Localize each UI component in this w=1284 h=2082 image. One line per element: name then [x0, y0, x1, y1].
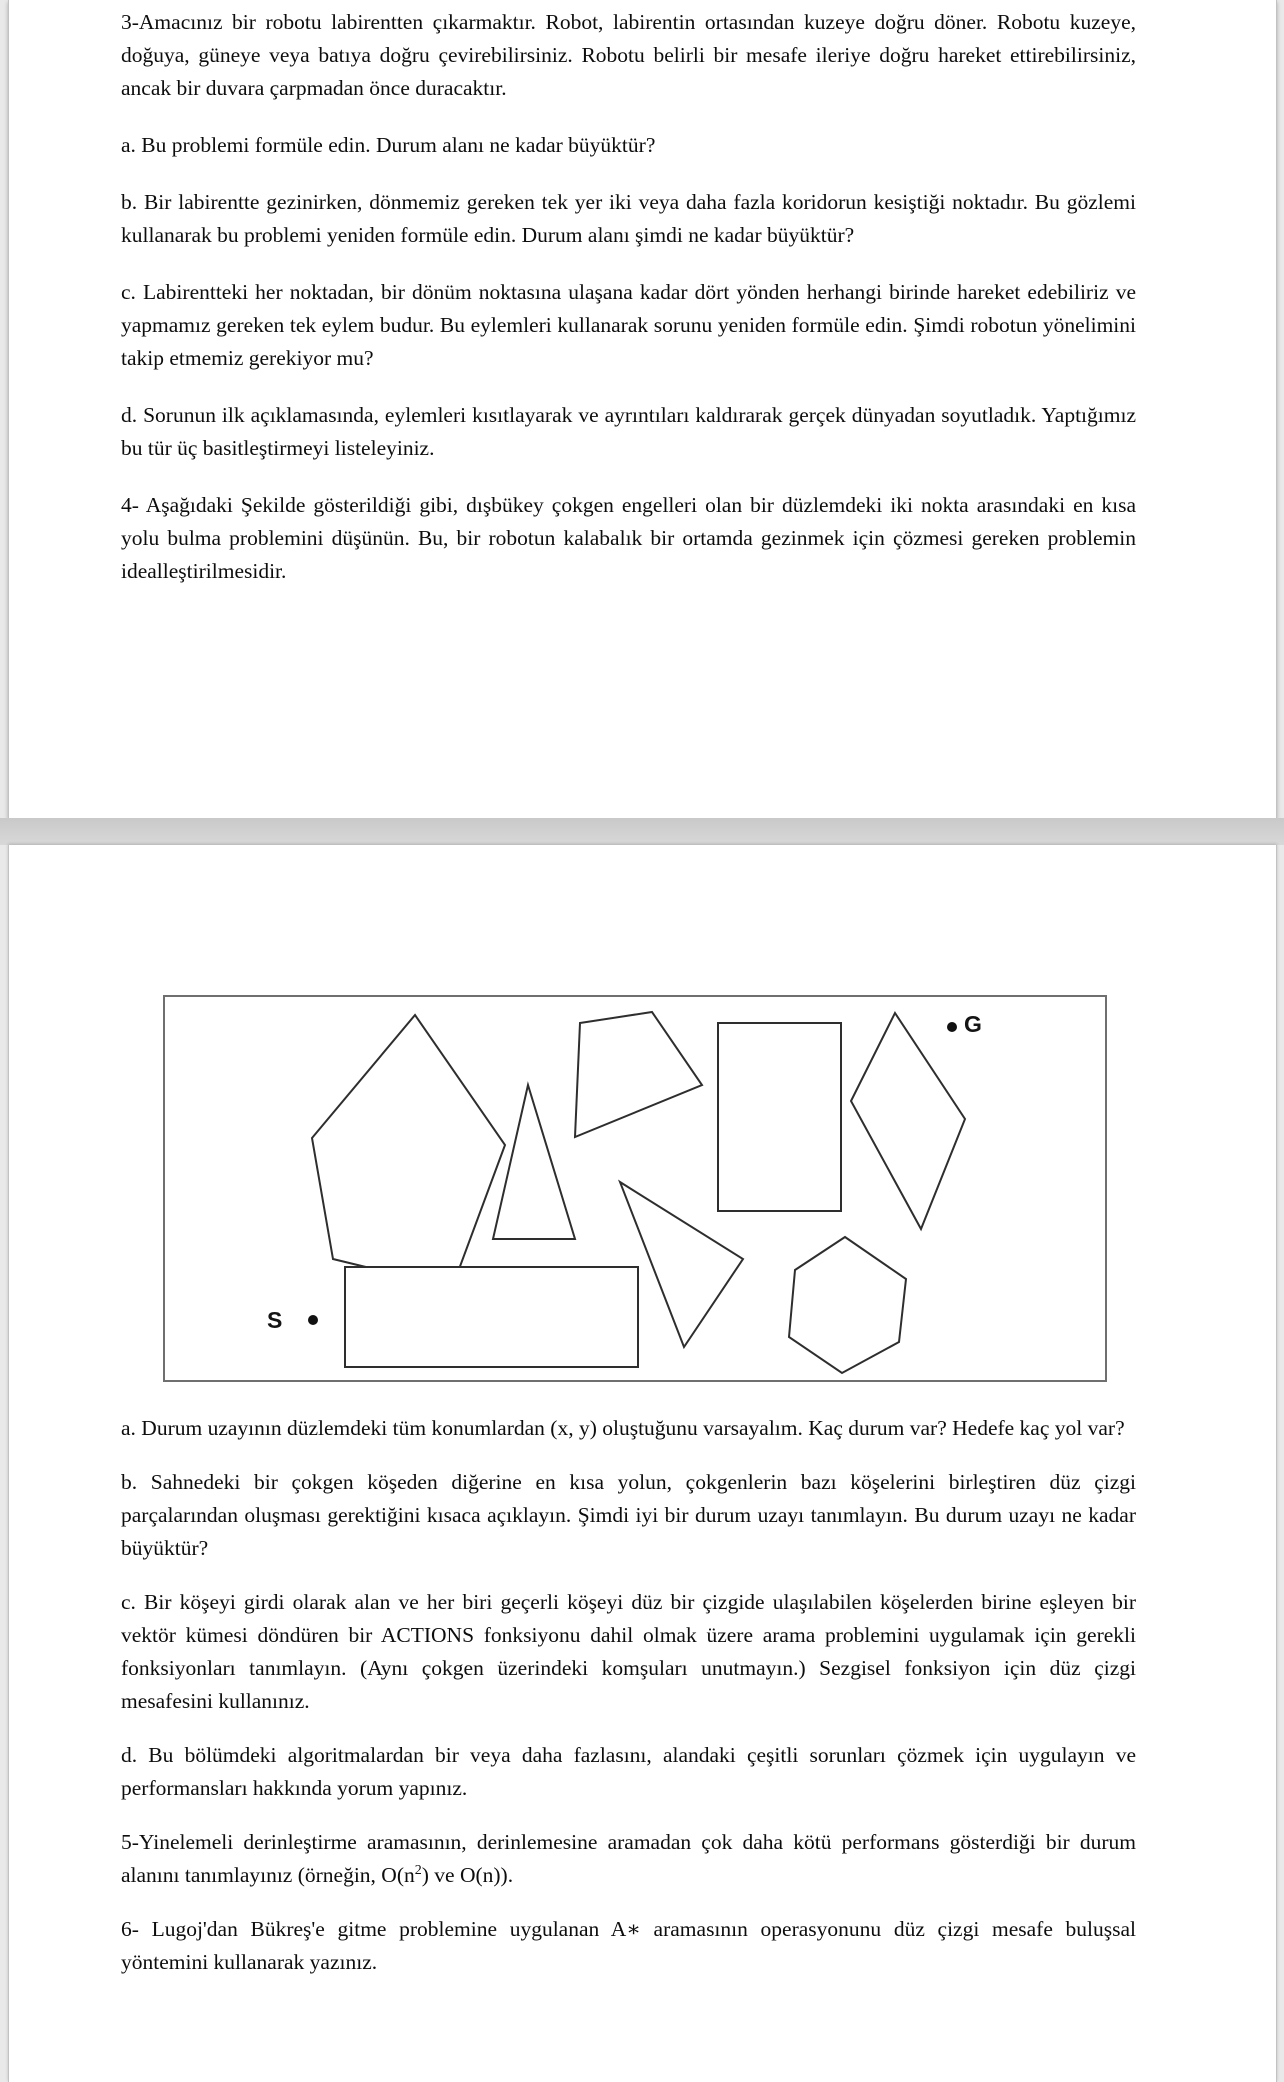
question-5-text: 5-Yinelemeli derinleştirme aramasının, derinlemesine aramadan çok daha kötü performans gösterdiği bir durum alanını tanımlayınız (örneğin, O(n: [121, 1830, 1136, 1887]
goal-dot: [947, 1022, 957, 1032]
start-marker: [267, 1309, 282, 1332]
page-separator: [0, 818, 1284, 845]
question-5-superscript: 2: [414, 1862, 422, 1878]
start-label: S: [267, 1307, 283, 1333]
question-3b: b. Bir labirentte gezinirken, dönmemiz gereken tek yer iki veya daha fazla koridorun kesiştiği noktadır. Bu gözlemi kullanarak bu problemi yeniden formüle edin. Durum alanı şimdi ne kadar büyüktür?: [121, 190, 1136, 247]
kite-obstacle: [851, 1013, 965, 1229]
question-4d: d. Bu bölümdeki algoritmalardan bir veya daha fazlasını, alandaki çeşitli sorunları çözmek için uygulayın ve performansları hakkında yorum yapınız.: [121, 1743, 1136, 1800]
question-4a: a. Durum uzayının düzlemdeki tüm konumlardan (x, y) oluştuğunu varsayalım. Kaç durum var? Hedefe kaç yol var?: [121, 1416, 1125, 1440]
quadrilateral-obstacle: [575, 1012, 702, 1137]
question-6: 6- Lugoj'dan Bükreş'e gitme problemine uygulanan A∗ aramasının operasyonunu düz çizgi mesafe buluşsal yöntemini kullanarak yazınız.: [121, 1917, 1136, 1974]
question-3a: a. Bu problemi formüle edin. Durum alanı ne kadar büyüktür?: [121, 133, 656, 157]
question-4-intro: 4- Aşağıdaki Şekilde gösterildiği gibi, dışbükey çokgen engelleri olan bir düzlemdeki iki nokta arasındaki en kısa yolu bulma problemini düşünün. Bu, bir robotun kalabalık bir ortamda gezinmek için çözmesi gereken problemin idealleştirilmesidir.: [121, 493, 1136, 583]
question-3c: c. Labirentteki her noktadan, bir dönüm noktasına ulaşana kadar dört yönden herhangi birinde hareket edebiliriz ve yapmamız gereken tek eylem budur. Bu eylemleri kullanarak sorunu yeniden formüle edin. Şimdi robotun yönelimini takip etmemiz gerekiyor mu?: [121, 280, 1136, 370]
page-2-text: [9, 1382, 1276, 1979]
tall-rectangle-obstacle: [718, 1023, 841, 1211]
pentagon-obstacle: [312, 1015, 505, 1288]
question-4b: b. Sahnedeki bir çokgen köşeden diğerine en kısa yolun, çokgenlerin bazı köşelerini birleştiren düz çizgi parçalarından oluşması gerektiğini kısaca açıklayın. Şimdi iyi bir durum uzayı tanımlayın. Bu durum uzayı ne kadar büyüktür?: [121, 1470, 1136, 1560]
wide-rectangle-obstacle: [345, 1267, 638, 1367]
question-3d: d. Sorunun ilk açıklamasında, eylemleri kısıtlayarak ve ayrıntıları kaldırarak gerçek dünyadan soyutladık. Yaptığımız bu tür üç basitleştirmeyi listeleyiniz.: [121, 403, 1136, 460]
question-4c: c. Bir köşeyi girdi olarak alan ve her biri geçerli köşeyi düz bir çizgide ulaşılabilen köşelerden birine eşleyen bir vektör kümesi döndüren bir ACTIONS fonksiyonu dahil olmak üzere arama problemini uygulamak için gerekli fonksiyonları tanımlayın. (Aynı çokgen üzerindeki komşuları unutmayın.) Sezgisel fonksiyon için düz çizgi mesafesini kullanınız.: [121, 1590, 1136, 1713]
question-5-text-end: ) ve O(n)).: [421, 1863, 514, 1887]
question-5: [121, 1826, 1136, 1892]
narrow-triangle-obstacle: [493, 1085, 575, 1239]
page-1: [8, 0, 1277, 818]
obstacle-figure: [163, 995, 1107, 1382]
question-3-intro: 3-Amacınız bir robotu labirentten çıkarmaktır. Robot, labirentin ortasından kuzeye doğru döner. Robotu kuzeye, doğuya, güneye veya batıya doğru çevirebilirsiniz. Robotu belirli bir mesafe ileriye doğru hareket ettirebilirsiniz, ancak bir duvara çarpmadan önce duracaktır.: [121, 10, 1136, 100]
goal-marker: [964, 1013, 982, 1036]
start-dot: [308, 1315, 318, 1325]
page-2: [8, 845, 1277, 2082]
figure-canvas: [165, 997, 1105, 1380]
goal-label: G: [964, 1011, 982, 1037]
hexagon-obstacle: [789, 1237, 906, 1373]
